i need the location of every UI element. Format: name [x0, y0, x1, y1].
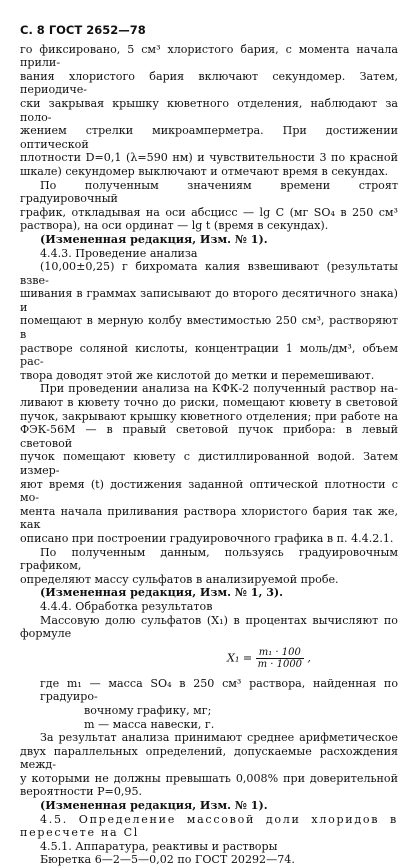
- text-line: где m₁ — масса SO₄ в 250 см³ раствора, найденная по градуиро-: [40, 676, 398, 704]
- text-line: вочному графику, мг;: [84, 703, 212, 717]
- text-line: 4.5.1. Аппаратура, реактивы и растворы: [40, 839, 278, 853]
- text-line: растворе соляной кислоты, концентрации 1 моль/дм³, объем рас-: [20, 341, 398, 369]
- text-line: пучок, закрывают крышку кюветного отделения; при работе на: [20, 409, 398, 423]
- document-page: [20, 24, 398, 867]
- text-line: жением стрелки микроамперметра. При достижении оптической: [20, 124, 398, 151]
- text-block-1: [20, 43, 398, 641]
- text-line: пересчете на Cl: [20, 826, 140, 840]
- text-line: двух параллельных определений, допускаемые расхождения межд-: [20, 744, 398, 772]
- text-line: ливают в кювету точно до риски, помещают кювету в световой: [20, 396, 398, 410]
- text-line: яют время (t) достижения заданной оптической плотности с мо-: [20, 477, 398, 505]
- text-line: (Измененная редакция, Изм. № 1).: [40, 799, 268, 813]
- text-line: вания хлористого бария включают секундомер. Затем, периодиче-: [20, 69, 398, 97]
- text-line: (Измененная редакция, Изм. № 1, 3).: [40, 586, 284, 600]
- text-line: 4.4.4. Обработка результатов: [40, 599, 213, 613]
- where-block: [20, 677, 398, 731]
- text-line: пучок помещают кювету с дистиллированной водой. Затем измер-: [20, 450, 398, 477]
- text-line: график, откладывая на оси абсцисс — lg C (мг SO₄ в 250 см³: [20, 205, 398, 219]
- text-line: По полученным данным, пользуясь градуировочным графиком,: [20, 545, 398, 573]
- text-line: ски закрывая крышку кюветного отделения, наблюдают за поло-: [20, 96, 398, 124]
- formula-lhs: X₁ =: [227, 651, 253, 665]
- text-line: помещают в мерную колбу вместимостью 250 см³, растворяют в: [20, 314, 398, 342]
- text-line: Бюретка 6—2—5—0,02 по ГОСТ 20292—74.: [40, 853, 295, 867]
- text-line: вероятности P=0,95.: [20, 785, 143, 799]
- text-line: раствора), на оси ординат — lg t (время в секундах).: [20, 219, 329, 233]
- text-line: Массовую долю сульфатов (X₁) в процентах вычисляют по: [40, 613, 398, 627]
- text-line: у которыми не должны превышать 0,008% при доверительной: [20, 771, 398, 785]
- text-line: 4.4.3. Проведение анализа: [40, 246, 198, 260]
- page-header: С. 8 ГОСТ 2652—78: [20, 23, 146, 37]
- text-line: По полученным значениям времени строят градуировочный: [20, 178, 398, 206]
- text-line: ФЭК-56М — в правый световой пучок прибора: в левый световой: [20, 423, 398, 450]
- text-line: мента начала приливания раствора хлористого бария так же, как: [20, 504, 398, 532]
- text-line: 4.5. Определение массовой доли хлоридов в: [40, 812, 398, 826]
- text-line: формуле: [20, 627, 72, 641]
- text-line: m — масса навески, г.: [84, 717, 215, 731]
- formula: [140, 647, 398, 670]
- text-line: плотности D=0,1 (λ=590 нм) и чувствительности 3 по красной: [20, 151, 398, 165]
- text-line: твора доводят этой же кислотой до метки и перемешивают.: [20, 368, 375, 382]
- text-line: При проведении анализа на КФК-2 полученный раствор на-: [40, 382, 398, 396]
- formula-denominator: m · 1000: [257, 658, 303, 670]
- text-block-2: [20, 731, 398, 867]
- formula-fraction: [256, 647, 304, 670]
- text-line: (Измененная редакция, Изм. № 1).: [40, 232, 268, 246]
- text-line: (10,00±0,25) г бихромата калия взвешивают (результаты взве-: [20, 260, 398, 287]
- text-line: шкале) секундомер выключают и отмечают время в секундах.: [20, 164, 389, 178]
- text-line: За результат анализа принимают среднее арифметическое: [40, 731, 398, 745]
- text-line: определяют массу сульфатов в анализируемой пробе.: [20, 572, 339, 586]
- text-line: описано при построении градуировочного графика в п. 4.4.2.1.: [20, 531, 394, 545]
- formula-numerator: m₁ · 100: [256, 647, 304, 659]
- text-line: го фиксировано, 5 см³ хлористого бария, с момента начала прили-: [20, 42, 398, 70]
- text-line: шивания в граммах записывают до второго десятичного знака) и: [20, 287, 398, 314]
- formula-tail: ,: [307, 651, 311, 665]
